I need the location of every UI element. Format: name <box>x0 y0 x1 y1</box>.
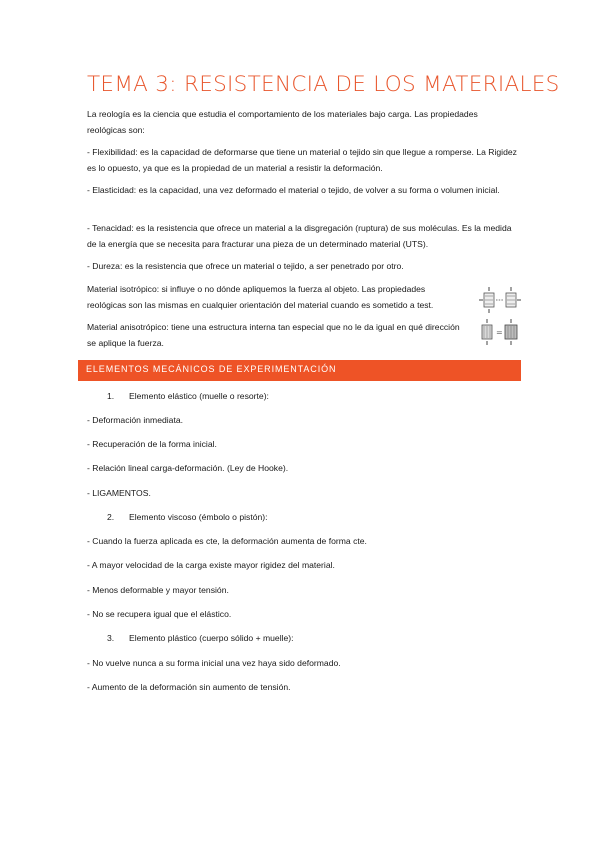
element-number: 2. <box>107 512 115 522</box>
list-item: - A mayor velocidad de la carga existe mayor rigidez del material. <box>87 560 335 570</box>
anisotropic-paragraph: Material anisotrópico: tiene una estructura interna tan especial que no le da igual en qué dirección se aplique la fuerza. <box>87 322 460 348</box>
list-item: - No vuelve nunca a su forma inicial una vez haya sido deformado. <box>87 658 341 668</box>
list-item: - LIGAMENTOS. <box>87 488 151 498</box>
property-tenacidad: - Tenacidad: es la resistencia que ofrece un material a la disgregación (ruptura) de sus moléculas. Es la medida de la energía que se necesita para fracturar una pieza de un determinado material (UTS). <box>87 223 512 249</box>
isotropic-paragraph: Material isotrópico: si influye o no dónde apliquemos la fuerza al objeto. Las propiedades reológicas son las mismas en cualquier orientación del material cuando es sometido a test. <box>87 284 434 310</box>
element-number: 3. <box>107 633 115 643</box>
element-title: Elemento plástico (cuerpo sólido + muelle): <box>129 633 294 643</box>
anisotropic-cubes-icon <box>478 318 522 346</box>
element-number: 1. <box>107 391 115 401</box>
property-dureza: - Dureza: es la resistencia que ofrece un material o tejido, a ser penetrado por otro. <box>87 261 404 271</box>
intro-paragraph: La reología es la ciencia que estudia el comportamiento de los materiales bajo carga. Las propiedades reológicas son: <box>87 109 478 135</box>
list-item: - Relación lineal carga-deformación. (Ley de Hooke). <box>87 463 289 473</box>
list-item: - Cuando la fuerza aplicada es cte, la deformación aumenta de forma cte. <box>87 536 367 546</box>
section-heading: ELEMENTOS MECÁNICOS DE EXPERIMENTACIÓN <box>86 364 337 374</box>
property-flexibilidad: - Flexibilidad: es la capacidad de deformarse que tiene un material o tejido sin que llegue a romperse. La Rigidez es lo opuesto, ya que es la propiedad de un material a resistir la deformación. <box>87 147 517 173</box>
page-title: TEMA 3: RESISTENCIA DE LOS MATERIALES <box>87 72 560 97</box>
list-item: - Deformación inmediata. <box>87 415 184 425</box>
list-item: - Menos deformable y mayor tensión. <box>87 585 229 595</box>
element-heading-elastic <box>107 390 269 402</box>
section-banner <box>78 360 521 381</box>
list-item: - Aumento de la deformación sin aumento de tensión. <box>87 682 291 692</box>
list-item: - Recuperación de la forma inicial. <box>87 439 217 449</box>
element-heading-viscous <box>107 511 268 523</box>
element-heading-plastic <box>107 632 294 644</box>
list-item: - No se recupera igual que el elástico. <box>87 609 232 619</box>
figure-equals-sign: = <box>496 328 503 337</box>
element-title: Elemento viscoso (émbolo o pistón): <box>129 512 268 522</box>
isotropic-cubes-icon <box>478 286 522 314</box>
property-elasticidad: - Elasticidad: es la capacidad, una vez deformado el material o tejido, de volver a su forma o volumen inicial. <box>87 185 500 195</box>
element-title: Elemento elástico (muelle o resorte): <box>129 391 269 401</box>
